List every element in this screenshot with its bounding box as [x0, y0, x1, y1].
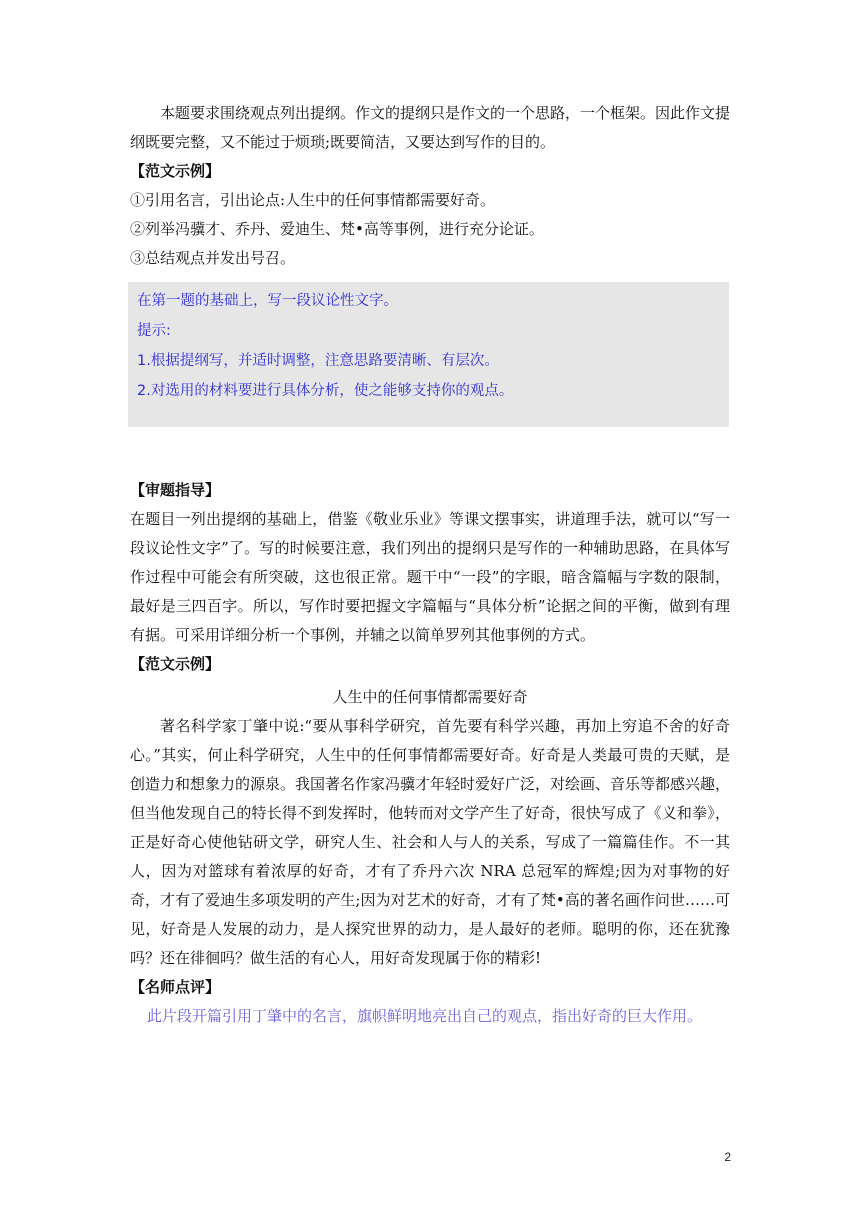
outline-item-3: ③总结观点并发出号召。	[130, 249, 296, 267]
guide-paragraph: 在题目一列出提纲的基础上，借鉴《敬业乐业》等课文摆事实，讲道理手法，就可以“写一段议论性文字”了。写的时候要注意，我们列出的提纲只是写作的一种辅助思路，在具体写作过程中可能会有所突破，这也很正常。题干中“一段”的字眼，暗含篇幅与字数的限制，最好是三四百字。所以，写作时要把握文字篇幅与“具体分析”论据之间的平衡，做到有理有据。可采用详细分析一个事例，并辅之以简单罗列其他事例的方式。	[130, 510, 730, 644]
page-number: 2	[724, 1150, 731, 1164]
intro-paragraph: 本题要求围绕观点列出提纲。作文的提纲只是作文的一个思路，一个框架。因此作文提纲既要完整，又不能过于烦琐;既要简洁，又要达到写作的目的。	[130, 104, 731, 151]
tip-hint-2: 2.对选用的材料要进行具体分析，使之能够支持你的观点。	[137, 383, 514, 399]
tip-hint-label: 提示:	[137, 323, 171, 339]
essay-heading: 【范文示例】	[130, 655, 221, 673]
essay-body: 著名科学家丁肇中说:“要从事科学研究，首先要有科学兴趣，再加上穷追不舍的好奇心。”其实，何止科学研究，人生中的任何事情都需要好奇。好奇是人类最可贵的天赋，是创造力和想象力的源泉。我国著名作家冯骥才年轻时爱好广泛，对绘画、音乐等都感兴趣，但当他发现自己的特长得不到发挥时，他转而对文学产生了好奇，很快写成了《义和拳》，正是好奇心使他钻研文学，研究人生、社会和人与人的关系，写成了一篇篇佳作。不一其人，因为对篮球有着浓厚的好奇，才有了乔丹六次 NRA 总冠军的辉煌;因为对事物的好奇，才有了爱迪生多项发明的产生;因为对艺术的好奇，才有了梵•高的著名画作问世……可见，好奇是人发展的动力，是人探究世界的动力，是人最好的老师。聪明的你，还在犹豫吗？还在徘徊吗？做生活的有心人，用好奇发现属于你的精彩!	[130, 717, 731, 967]
tip-box	[128, 282, 729, 427]
outline-item-1: ①引用名言，引出论点:人生中的任何事情都需要好奇。	[130, 191, 496, 209]
essay-title: 人生中的任何事情都需要好奇	[332, 688, 528, 706]
guide-heading: 【审题指导】	[130, 481, 221, 499]
review-comment: 此片段开篇引用丁肇中的名言，旗帜鲜明地亮出自己的观点，指出好奇的巨大作用。	[147, 1007, 703, 1025]
tip-hint-1: 1.根据提纲写，并适时调整，注意思路要清晰、有层次。	[137, 353, 499, 369]
essay-section	[130, 712, 730, 1031]
outline-item-2: ②列举冯骥才、乔丹、爱迪生、梵•高等事例，进行充分论证。	[130, 220, 544, 238]
review-heading: 【名师点评】	[130, 978, 221, 996]
tip-task: 在第一题的基础上，写一段议论性文字。	[137, 293, 398, 309]
outline-section	[130, 99, 730, 273]
example-heading: 【范文示例】	[130, 162, 221, 180]
guide-section	[130, 476, 730, 679]
